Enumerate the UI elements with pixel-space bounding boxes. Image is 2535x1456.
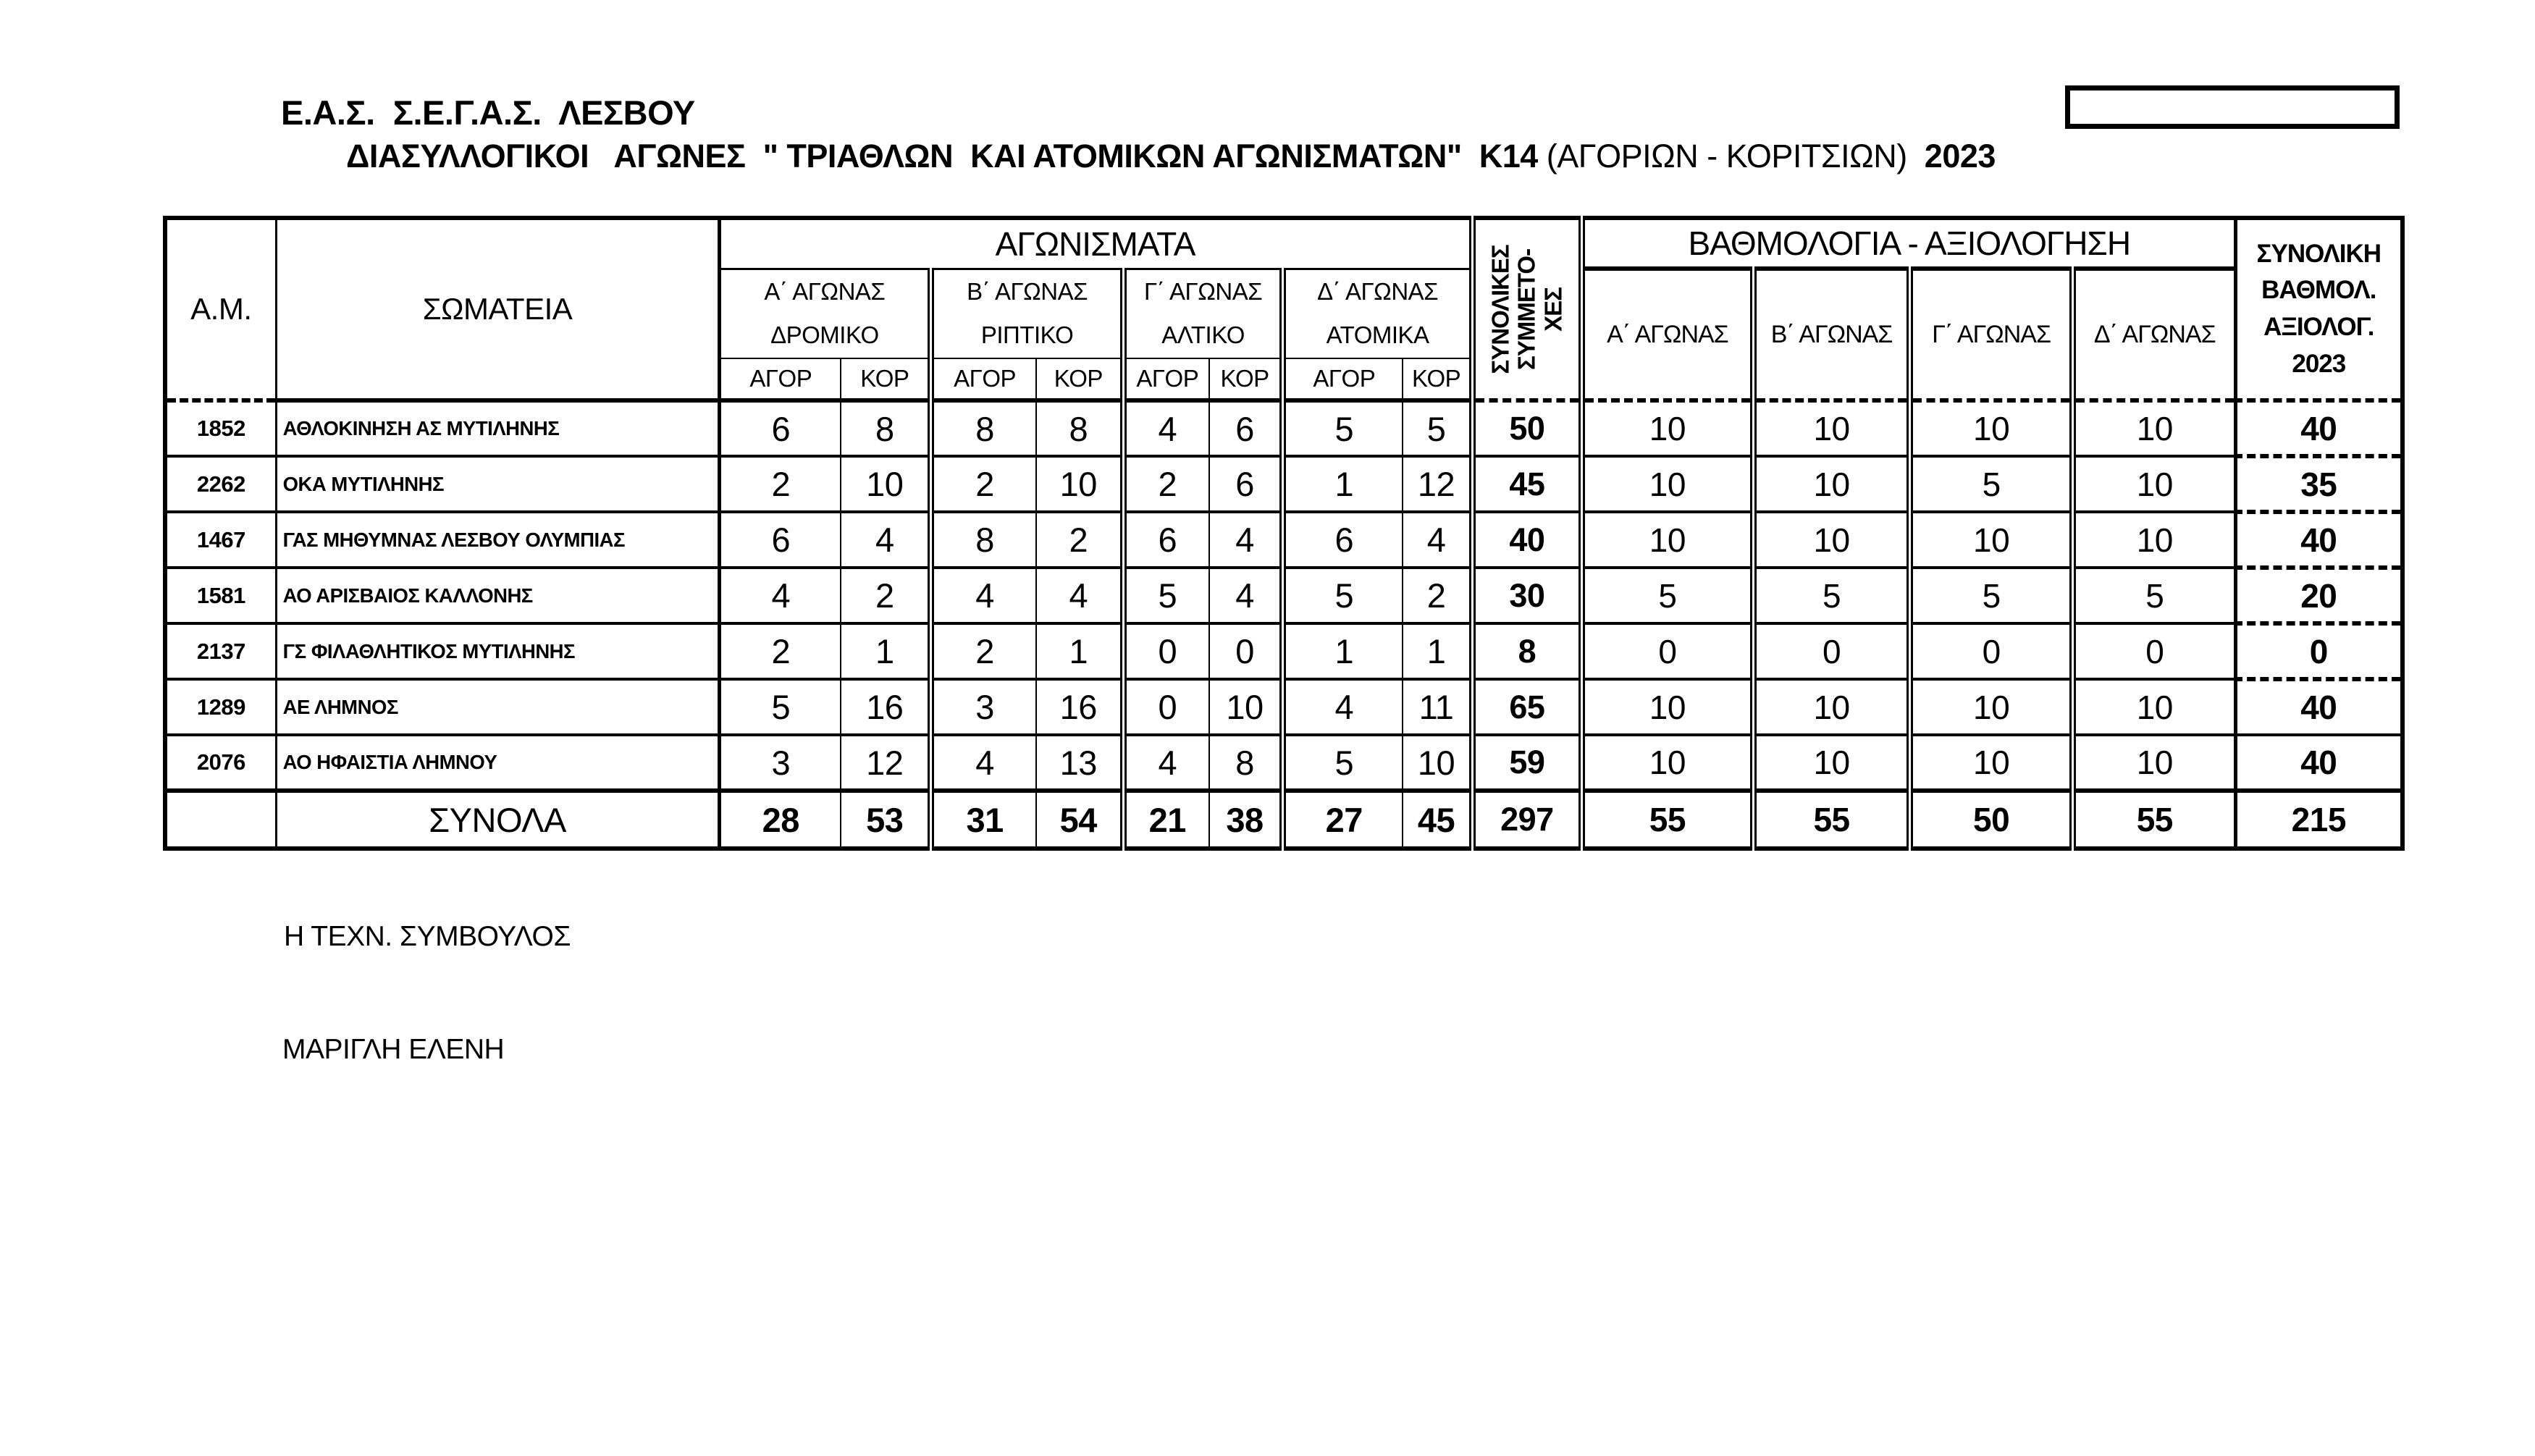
event-c-kind: ΑΛΤΙΚΟ — [1161, 321, 1245, 349]
club-row — [165, 623, 2402, 679]
score-cell: 0 — [2072, 623, 2235, 679]
score-cell: 10 — [1581, 456, 1753, 512]
total-cell: 40 — [2235, 512, 2402, 568]
total-cell: 0 — [2235, 623, 2402, 679]
gender-header-boys-d: ΑΓΟΡ — [1283, 358, 1403, 400]
am-cell: 1852 — [165, 400, 276, 456]
score-cell: 5 — [1910, 456, 2073, 512]
am-cell: 2262 — [165, 456, 276, 512]
totals-score-cell: 55 — [1581, 791, 1753, 849]
event-score-cell: 12 — [1403, 456, 1472, 512]
event-score-cell: 4 — [931, 735, 1036, 791]
event-score-cell: 6 — [1209, 400, 1283, 456]
overall-header-line2: ΒΑΘΜΟΛ. — [2261, 276, 2376, 305]
event-score-cell: 8 — [1209, 735, 1283, 791]
competition-title-categories: (ΑΓΟΡΙΩΝ - ΚΟΡΙΤΣΙΩΝ) — [1546, 138, 1907, 174]
event-score-cell: 2 — [720, 623, 841, 679]
participations-cell: 45 — [1472, 456, 1581, 512]
event-score-cell: 1 — [1283, 456, 1403, 512]
total-cell: 35 — [2235, 456, 2402, 512]
score-cell: 10 — [2072, 456, 2235, 512]
event-header-a — [720, 269, 931, 358]
results-table — [163, 216, 2405, 851]
event-score-cell: 4 — [1283, 679, 1403, 735]
event-score-cell: 2 — [720, 456, 841, 512]
score-cell: 10 — [1753, 400, 1909, 456]
signature-role: Η ΤΕΧΝ. ΣΥΜΒΟΥΛΟΣ — [284, 921, 571, 952]
participations-cell: 30 — [1472, 568, 1581, 623]
club-row — [165, 512, 2402, 568]
score-cell: 10 — [1581, 735, 1753, 791]
scoring-header-a: Α΄ ΑΓΩΝΑΣ — [1581, 269, 1753, 400]
participations-header-wrap — [1476, 244, 1578, 374]
event-score-cell: 0 — [1123, 623, 1208, 679]
event-score-cell: 2 — [931, 456, 1036, 512]
totals-event-cell: 38 — [1209, 791, 1283, 849]
event-score-cell: 6 — [1209, 456, 1283, 512]
score-cell: 10 — [1910, 735, 2073, 791]
score-cell: 0 — [1910, 623, 2073, 679]
event-score-cell: 4 — [1403, 512, 1472, 568]
club-row — [165, 735, 2402, 791]
score-cell: 10 — [1753, 735, 1909, 791]
event-score-cell: 1 — [1283, 623, 1403, 679]
overall-header-line3: ΑΞΙΟΛΟΓ. — [2263, 313, 2374, 341]
score-cell: 0 — [1753, 623, 1909, 679]
event-c-title: Γ΄ ΑΓΩΝΑΣ — [1144, 278, 1263, 306]
score-cell: 10 — [1581, 512, 1753, 568]
total-cell: 20 — [2235, 568, 2402, 623]
event-score-cell: 8 — [1036, 400, 1123, 456]
am-cell: 1581 — [165, 568, 276, 623]
event-score-cell: 16 — [841, 679, 931, 735]
event-score-cell: 2 — [1403, 568, 1472, 623]
participations-cell: 65 — [1472, 679, 1581, 735]
event-score-cell: 1 — [1036, 623, 1123, 679]
score-cell: 10 — [2072, 512, 2235, 568]
event-score-cell: 4 — [1123, 400, 1208, 456]
event-b-kind: ΡΙΠΤΙΚΟ — [980, 321, 1074, 349]
score-cell: 10 — [1910, 512, 2073, 568]
score-cell: 5 — [2072, 568, 2235, 623]
event-a-kind: ΔΡΟΜΙΚΟ — [770, 321, 879, 349]
event-score-cell: 10 — [1209, 679, 1283, 735]
event-score-cell: 4 — [1209, 568, 1283, 623]
event-score-cell: 2 — [1123, 456, 1208, 512]
score-cell: 0 — [1581, 623, 1753, 679]
participations-header-vertical-text: ΣΥΝΟΛΙΚΕΣ ΣΥΜΜΕΤΟ-ΧΕΣ — [1487, 244, 1567, 374]
event-score-cell: 3 — [931, 679, 1036, 735]
score-cell: 10 — [1910, 679, 2073, 735]
event-score-cell: 6 — [1123, 512, 1208, 568]
col-header-participations — [1472, 218, 1581, 400]
event-header-d — [1283, 269, 1472, 358]
totals-event-cell: 28 — [720, 791, 841, 849]
event-score-cell: 0 — [1123, 679, 1208, 735]
score-cell: 10 — [1581, 400, 1753, 456]
score-cell: 5 — [1581, 568, 1753, 623]
participations-cell: 8 — [1472, 623, 1581, 679]
totals-event-cell: 45 — [1403, 791, 1472, 849]
event-header-b — [931, 269, 1123, 358]
totals-event-cell: 21 — [1123, 791, 1208, 849]
scoring-header-d: Δ΄ ΑΓΩΝΑΣ — [2072, 269, 2235, 400]
competition-title-year: 2023 — [1906, 138, 1996, 174]
club-row — [165, 568, 2402, 623]
event-score-cell: 4 — [1123, 735, 1208, 791]
club-name-cell: ΑΘΛΟΚΙΝΗΣΗ ΑΣ ΜΥΤΙΛΗΝΗΣ — [276, 400, 720, 456]
totals-am-empty-cell — [165, 791, 276, 849]
event-score-cell: 2 — [931, 623, 1036, 679]
event-score-cell: 16 — [1036, 679, 1123, 735]
totals-event-cell: 27 — [1283, 791, 1403, 849]
score-cell: 10 — [1753, 512, 1909, 568]
gender-header-girls-b: ΚΟΡ — [1036, 358, 1123, 400]
totals-row — [165, 791, 2402, 849]
club-name-cell: ΓΣ ΦΙΛΑΘΛΗΤΙΚΟΣ ΜΥΤΙΛΗΝΗΣ — [276, 623, 720, 679]
event-d-title: Δ΄ ΑΓΩΝΑΣ — [1317, 278, 1439, 306]
participations-cell: 50 — [1472, 400, 1581, 456]
gender-header-boys-b: ΑΓΟΡ — [931, 358, 1036, 400]
event-score-cell: 6 — [720, 512, 841, 568]
group-header-scoring: ΒΑΘΜΟΛΟΓΙΑ - ΑΞΙΟΛΟΓΗΣΗ — [1581, 218, 2235, 269]
event-a-title: Α΄ ΑΓΩΝΑΣ — [764, 278, 886, 306]
event-score-cell: 3 — [720, 735, 841, 791]
event-score-cell: 5 — [1283, 735, 1403, 791]
event-score-cell: 8 — [931, 400, 1036, 456]
score-cell: 10 — [1753, 456, 1909, 512]
totals-event-cell: 31 — [931, 791, 1036, 849]
competition-title — [346, 138, 1996, 175]
event-d-kind: ΑΤΟΜΙΚΑ — [1326, 321, 1429, 349]
group-header-events: ΑΓΩΝΙΣΜΑΤΑ — [720, 218, 1472, 269]
overall-header-line1: ΣΥΝΟΛΙΚΗ — [2256, 239, 2381, 268]
club-name-cell: ΑΟ ΗΦΑΙΣΤΙΑ ΛΗΜΝΟΥ — [276, 735, 720, 791]
club-name-cell: ΑΟ ΑΡΙΣΒΑΙΟΣ ΚΑΛΛΟΝΗΣ — [276, 568, 720, 623]
event-score-cell: 5 — [1283, 400, 1403, 456]
totals-score-cell: 55 — [1753, 791, 1909, 849]
event-score-cell: 4 — [1209, 512, 1283, 568]
event-score-cell: 10 — [1403, 735, 1472, 791]
col-header-overall — [2235, 218, 2402, 400]
club-row — [165, 456, 2402, 512]
event-header-c — [1123, 269, 1283, 358]
event-score-cell: 11 — [1403, 679, 1472, 735]
event-score-cell: 4 — [841, 512, 931, 568]
club-name-cell: ΟΚΑ ΜΥΤΙΛΗΝΗΣ — [276, 456, 720, 512]
score-cell: 5 — [1910, 568, 2073, 623]
overall-header-line4: 2023 — [2292, 349, 2346, 378]
score-cell: 10 — [1910, 400, 2073, 456]
event-score-cell: 12 — [841, 735, 931, 791]
col-header-am: Α.Μ. — [165, 218, 276, 400]
club-name-cell: ΑΕ ΛΗΜΝΟΣ — [276, 679, 720, 735]
totals-score-cell: 50 — [1910, 791, 2073, 849]
score-cell: 10 — [2072, 679, 2235, 735]
organization-title: Ε.Α.Σ. Σ.Ε.Γ.Α.Σ. ΛΕΣΒΟΥ — [281, 93, 695, 132]
gender-header-girls-d: ΚΟΡ — [1403, 358, 1472, 400]
event-score-cell: 4 — [1036, 568, 1123, 623]
event-score-cell: 8 — [841, 400, 931, 456]
event-score-cell: 1 — [841, 623, 931, 679]
event-score-cell: 1 — [1403, 623, 1472, 679]
total-cell: 40 — [2235, 735, 2402, 791]
stamp-box — [2065, 85, 2400, 129]
signature-name: ΜΑΡΙΓΛΗ ΕΛΕΝΗ — [282, 1034, 505, 1065]
score-cell: 5 — [1753, 568, 1909, 623]
totals-label: ΣΥΝΟΛΑ — [276, 791, 720, 849]
total-cell: 40 — [2235, 679, 2402, 735]
totals-overall-cell: 215 — [2235, 791, 2402, 849]
club-name-cell: ΓΑΣ ΜΗΘΥΜΝΑΣ ΛΕΣΒΟΥ ΟΛΥΜΠΙΑΣ — [276, 512, 720, 568]
totals-score-cell: 55 — [2072, 791, 2235, 849]
score-cell: 10 — [1581, 679, 1753, 735]
totals-participations-cell: 297 — [1472, 791, 1581, 849]
club-row — [165, 679, 2402, 735]
event-score-cell: 6 — [1283, 512, 1403, 568]
am-cell: 2076 — [165, 735, 276, 791]
scoring-header-b: Β΄ ΑΓΩΝΑΣ — [1753, 269, 1909, 400]
event-score-cell: 5 — [1283, 568, 1403, 623]
score-cell: 10 — [2072, 400, 2235, 456]
gender-header-boys-a: ΑΓΟΡ — [720, 358, 841, 400]
event-score-cell: 5 — [720, 679, 841, 735]
event-score-cell: 10 — [1036, 456, 1123, 512]
gender-header-girls-c: ΚΟΡ — [1209, 358, 1283, 400]
am-cell: 1289 — [165, 679, 276, 735]
event-score-cell: 2 — [841, 568, 931, 623]
event-score-cell: 6 — [720, 400, 841, 456]
totals-event-cell: 53 — [841, 791, 931, 849]
score-cell: 10 — [1753, 679, 1909, 735]
event-score-cell: 5 — [1123, 568, 1208, 623]
event-score-cell: 2 — [1036, 512, 1123, 568]
participations-cell: 40 — [1472, 512, 1581, 568]
event-score-cell: 4 — [931, 568, 1036, 623]
total-cell: 40 — [2235, 400, 2402, 456]
col-header-clubs: ΣΩΜΑΤΕΙΑ — [276, 218, 720, 400]
event-b-title: Β΄ ΑΓΩΝΑΣ — [967, 278, 1088, 306]
gender-header-boys-c: ΑΓΟΡ — [1123, 358, 1208, 400]
gender-header-girls-a: ΚΟΡ — [841, 358, 931, 400]
event-score-cell: 8 — [931, 512, 1036, 568]
event-score-cell: 4 — [720, 568, 841, 623]
event-score-cell: 13 — [1036, 735, 1123, 791]
scoring-header-c: Γ΄ ΑΓΩΝΑΣ — [1910, 269, 2073, 400]
participations-cell: 59 — [1472, 735, 1581, 791]
event-score-cell: 0 — [1209, 623, 1283, 679]
header-row-groups — [165, 218, 2402, 269]
am-cell: 2137 — [165, 623, 276, 679]
totals-event-cell: 54 — [1036, 791, 1123, 849]
am-cell: 1467 — [165, 512, 276, 568]
club-row — [165, 400, 2402, 456]
score-cell: 10 — [2072, 735, 2235, 791]
event-score-cell: 10 — [841, 456, 931, 512]
competition-title-main: ΔΙΑΣΥΛΛΟΓΙΚΟΙ ΑΓΩΝΕΣ " ΤΡΙΑΘΛΩΝ ΚΑΙ ΑΤΟΜΙΚΩΝ ΑΓΩΝΙΣΜΑΤΩΝ" Κ14 — [346, 138, 1547, 174]
event-score-cell: 5 — [1403, 400, 1472, 456]
